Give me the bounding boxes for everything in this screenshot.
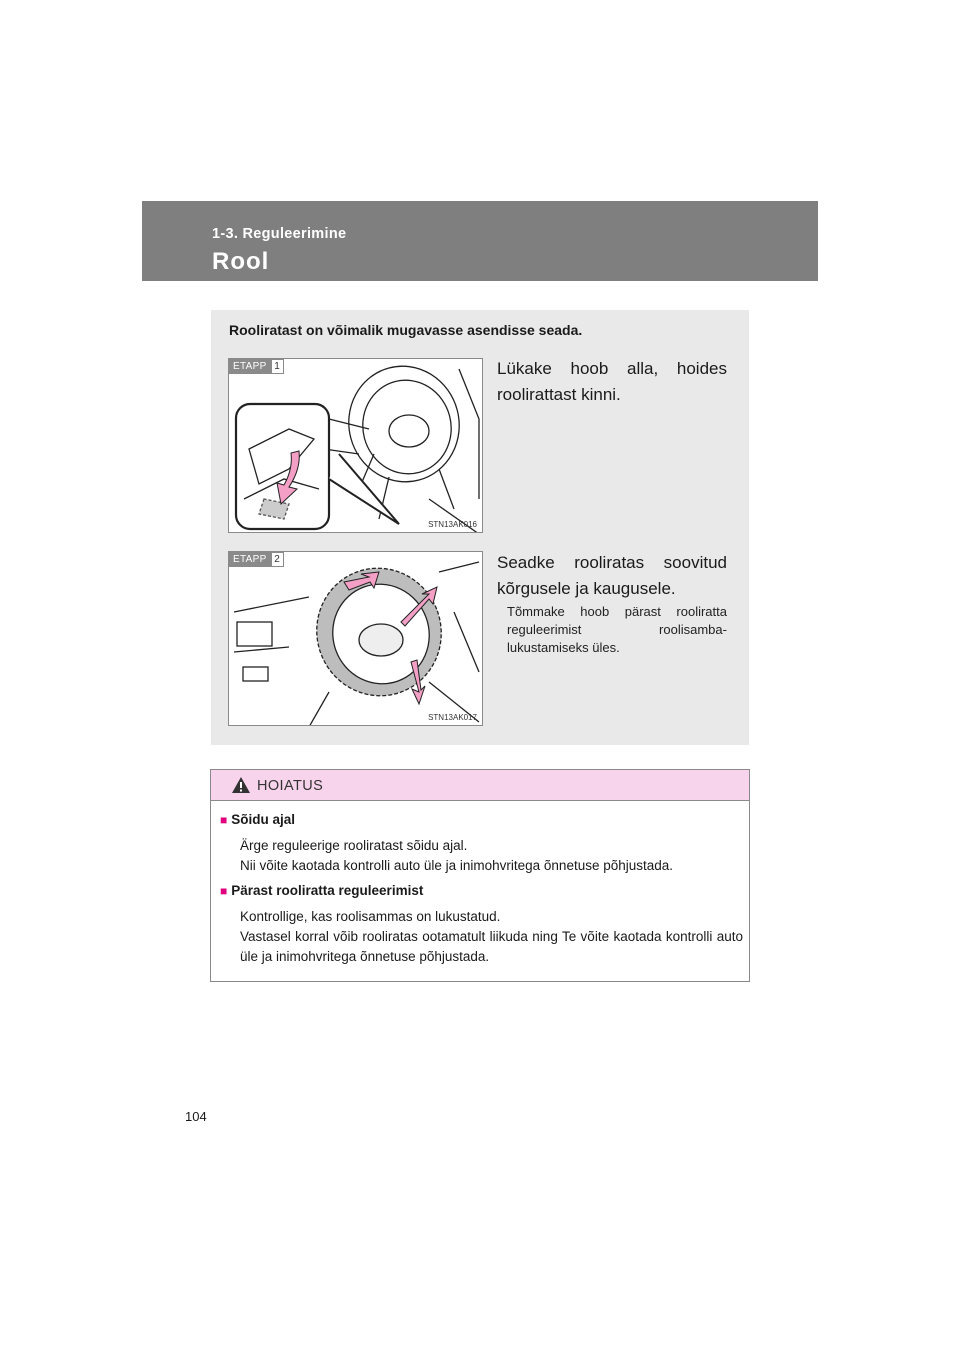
bullet-square-icon: ■ bbox=[220, 813, 228, 827]
section-label: 1-3. Reguleerimine bbox=[212, 226, 347, 242]
step-1-badge bbox=[229, 359, 284, 374]
page-title: Rool bbox=[212, 248, 270, 275]
warning-header bbox=[211, 770, 749, 801]
warning-item-title: ■ Pärast rooliratta reguleerimist bbox=[220, 883, 424, 898]
warning-item-title: ■ Sõidu ajal bbox=[220, 812, 296, 827]
etapp-label: ETAPP bbox=[229, 552, 271, 567]
figure-code: STN13AK017 bbox=[428, 713, 477, 722]
warning-item-text: Kontrollige, kas roolisammas on lukustatud. Vastasel korral võib rooliratas ootamatult liikuda ning Te võite kaotada kontrolli auto üle ja inimohvritega õnnetuse põhjustada. bbox=[240, 909, 743, 964]
warning-item-text: Ärge reguleerige rooliratast sõidu ajal. Nii võite kaotada kontrolli auto üle ja inimohvritega õnnetuse põhjustada. bbox=[240, 838, 674, 873]
warning-triangle-icon bbox=[231, 776, 251, 794]
intro-text: Rooliratast on võimalik mugavasse asendisse seada. bbox=[229, 322, 583, 338]
page-number: 104 bbox=[185, 1109, 207, 1124]
etapp-label: ETAPP bbox=[229, 359, 271, 374]
bullet-square-icon: ■ bbox=[220, 884, 228, 898]
step-2-figure bbox=[228, 551, 483, 726]
steering-lever-illustration bbox=[229, 359, 483, 533]
chapter-header-band bbox=[142, 201, 818, 281]
procedure-box bbox=[211, 310, 749, 745]
step-2-badge bbox=[229, 552, 284, 567]
warning-title: HOIATUS bbox=[257, 778, 324, 794]
warning-box bbox=[210, 769, 750, 982]
step-2-text: Seadke rooliratas soovitud kõrgusele ja kaugusele. bbox=[497, 553, 727, 598]
step-1-text: Lükake hoob alla, hoides roolirattast kinni. bbox=[497, 359, 727, 404]
step-2-note: Tõmmake hoob pärast rooliratta reguleerimist roolisambalukustamiseks üles. bbox=[507, 604, 727, 655]
step-number: 2 bbox=[271, 552, 284, 567]
steering-adjust-illustration bbox=[229, 552, 483, 726]
step-1-figure bbox=[228, 358, 483, 533]
figure-code: STN13AK016 bbox=[428, 520, 477, 529]
step-number: 1 bbox=[271, 359, 284, 374]
